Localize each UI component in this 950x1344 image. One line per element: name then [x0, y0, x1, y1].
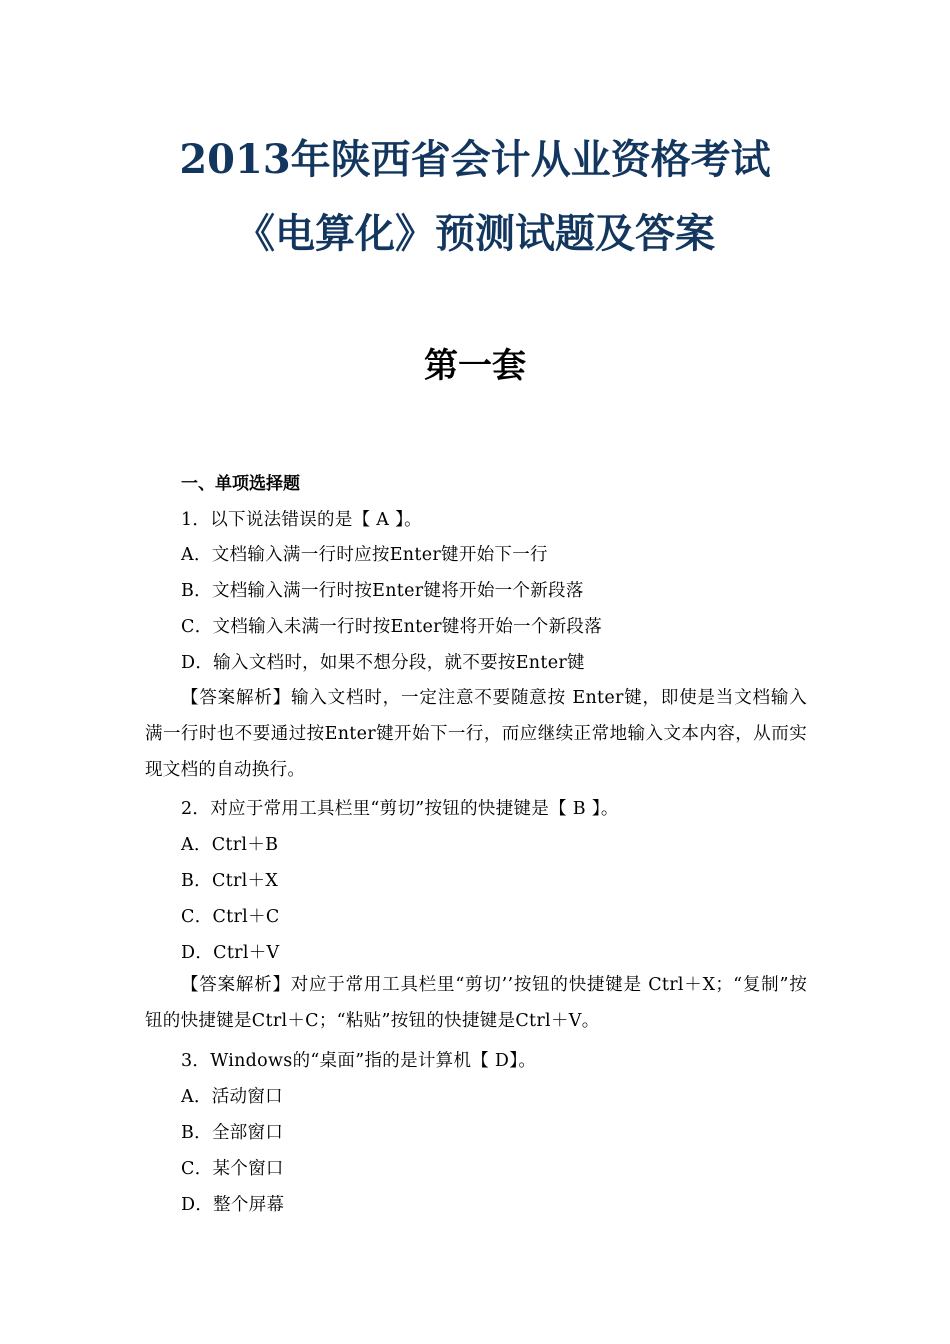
question-3-option-a: A．活动窗口: [181, 1087, 283, 1107]
question-1-option-b: B．文档输入满一行时按Enter键将开始一个新段落: [181, 581, 584, 601]
question-2-explanation: 【答案解析】对应于常用工具栏里“剪切’’按钮的快捷键是 Ctrl＋X；“复制”按钮的快捷键是Ctrl＋C；“粘贴”按钮的快捷键是Ctrl＋V。: [145, 975, 807, 1031]
question-3-stem: 3．Windows的“桌面”指的是计算机【 D】。: [181, 1051, 537, 1071]
question-2-stem: 2．对应于常用工具栏里“剪切”按钮的快捷键是【 B 】。: [181, 799, 619, 819]
section-heading: 一、单项选择题: [181, 474, 300, 494]
question-3-option-b: B．全部窗口: [181, 1123, 284, 1143]
question-1-explanation: 【答案解析】输入文档时，一定注意不要随意按 Enter键，即使是当文档输入满一行时也不要通过按Enter键开始下一行，而应继续正常地输入文本内容，从而实现文档的自动换行。: [145, 688, 807, 780]
question-1-option-c: C．文档输入未满一行时按Enter键将开始一个新段落: [181, 617, 602, 637]
question-2-option-b: B．Ctrl＋X: [181, 871, 279, 891]
question-3-option-c: C．某个窗口: [181, 1159, 284, 1179]
document-title-line-2: 《电算化》预测试题及答案: [235, 210, 715, 257]
question-2-option-d: D．Ctrl＋V: [181, 943, 280, 963]
question-1-option-a: A．文档输入满一行时应按Enter键开始下一行: [181, 545, 548, 565]
set-title: 第一套: [424, 346, 526, 386]
question-1-stem: 1．以下说法错误的是【 A 】。: [181, 510, 422, 530]
question-3-option-d: D．整个屏幕: [181, 1195, 285, 1215]
question-1-option-d: D．输入文档时，如果不想分段，就不要按Enter键: [181, 653, 585, 673]
question-2-option-c: C．Ctrl＋C: [181, 907, 280, 927]
question-2-option-a: A．Ctrl＋B: [181, 835, 279, 855]
document-title-line-1: 2013年陕西省会计从业资格考试: [179, 136, 771, 183]
